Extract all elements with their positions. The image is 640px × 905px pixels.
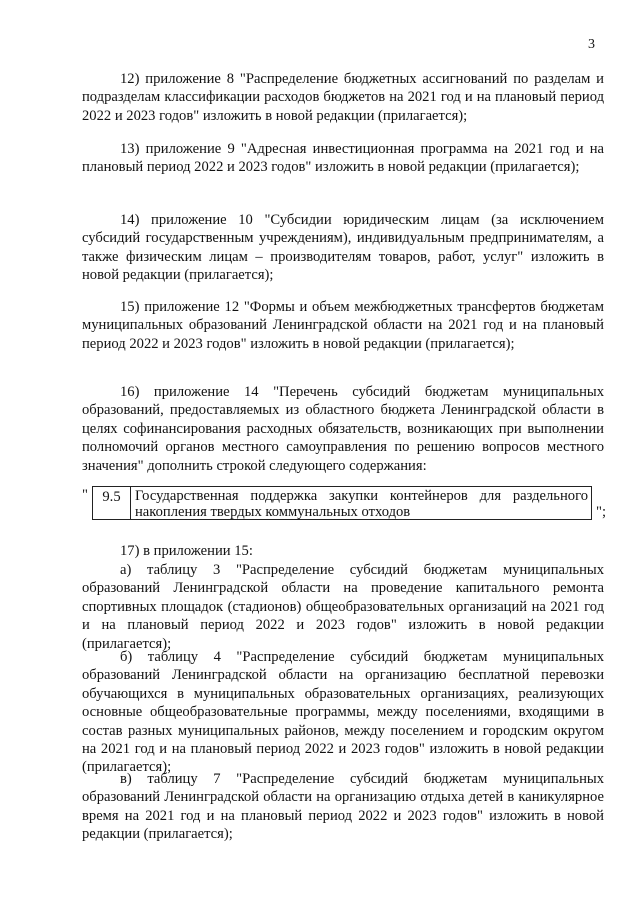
- item-12: 12) приложение 8 "Распределение бюджетных ассигнований по разделам и подразделам классификации расходов бюджетов на 2021 год и на плановый период 2022 и 2023 годов" изложить в новой редакции (прилагается);: [82, 71, 604, 124]
- item-13: 13) приложение 9 "Адресная инвестиционная программа на 2021 год и на плановый период 2022 и 2023 годов" изложить в новой редакции (прилагается);: [82, 141, 604, 176]
- item-15: 15) приложение 12 "Формы и объем межбюджетных трансфертов бюджетам муниципальных образований Ленинградской области на 2021 год и на плановый период 2022 и 2023 годов" изложить в новой редакции (прилагается);: [82, 299, 604, 352]
- item-14: 14) приложение 10 "Субсидии юридическим лицам (за исключением субсидий государственным учреждениям), индивидуальным предпринимателям, а также физическим лицам – производителям товаров, работ, услуг" изложить в новой редакции (прилагается);: [82, 212, 604, 284]
- row-text: Государственная поддержка закупки контейнеров для раздельного накопления твердых коммунальных отходов: [135, 488, 588, 520]
- inserted-table-row: [82, 486, 622, 520]
- item-16: 16) приложение 14 "Перечень субсидий бюджетам муниципальных образований, предоставляемых из областного бюджета Ленинградской области в целях софинансирования расходных обязательств, возникающих при выполнении полномочий органов местного самоуправления по решению вопросов местного значения" дополнить строкой следующего содержания:: [82, 384, 604, 474]
- table-row: [92, 486, 592, 520]
- open-quote: ": [82, 487, 88, 503]
- item-17-b: б) таблицу 4 "Распределение субсидий бюджетам муниципальных образований Ленинградской области на организацию бесплатной перевозки обучающихся в муниципальных образовательных организациях, реализующих основные общеобразовательные программы, между поселениями, входящими в состав разных муниципальных районов, между поселением и городским округом на 2021 год и на плановый период 2022 и 2023 годов" изложить в новой редакции (прилагается);: [82, 649, 604, 776]
- item-17-intro: 17) в приложении 15:: [120, 543, 253, 559]
- close-quote: ";: [596, 504, 607, 520]
- page-number: 3: [588, 37, 595, 52]
- row-number: 9.5: [93, 487, 131, 519]
- item-17-v: в) таблицу 7 "Распределение субсидий бюджетам муниципальных образований Ленинградской области на организацию отдыха детей в каникулярное время на 2021 год и на плановый период 2022 и 2023 годов" изложить в новой редакции (прилагается);: [82, 771, 604, 843]
- item-17-a: а) таблицу 3 "Распределение субсидий бюджетам муниципальных образований Ленинградской области на проведение капитального ремонта спортивных площадок (стадионов) общеобразовательных организаций на 2021 год и на плановый период 2022 и 2023 годов" изложить в новой редакции (прилагается);: [82, 562, 604, 652]
